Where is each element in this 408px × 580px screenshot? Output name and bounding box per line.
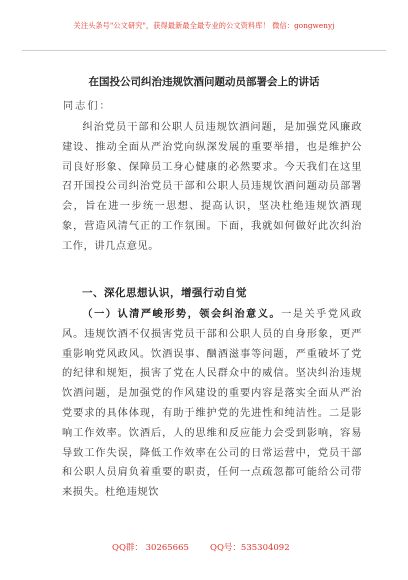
qq-contact-number: QQ号：535304092 [210,543,290,553]
section-heading-1: 一、深化思想认识，增强行动自觉 [82,287,247,299]
subsection-heading-1: （一）认清严峻形势，领会纠治意义。 [82,308,282,320]
salutation: 同志们： [63,101,112,112]
qq-group-number: QQ群： 30265665 [112,543,189,553]
document-title: 在国投公司纠治违规饮酒问题动员部署会上的讲话 [88,76,320,88]
subsection-text-1: 一是关乎党风政风。违规饮酒不仅损害党员干部和公职人员的自身形象，更严重影响党风政风。饮酒误事、酗酒滋事等问题，严重破坏了党的纪律和规矩，损害了党在人民群众中的威信。坚决纠治违规饮酒问题，是加强党的作风建设的重要内容是落实全面从严治党要求的具体体现，有助于维护党的先进性和纯洁性。二是影响工作效率。饮酒后，人的思维和反应能力会受到影响，容易导致工作失误，降低工作效率在公司的日常运营中，党员干部和公职人员肩负着重要的职责，任何一点疏忽都可能给公司带来损失。杜绝违规饮 [62,309,363,499]
promo-banner: 关注头条号"公文研究"，获得最新最全最专业的公文资料库！ 微信：gongwenyj [73,21,335,30]
subsection-paragraph-1 [62,305,362,503]
intro-paragraph: 纠治党员干部和公职人员违规饮酒问题，是加强党风廉政建设、推动全面从严治党向纵深发展的重要举措，也是维护公司良好形象、保障员工身心健康的必然要求。今天我们在这里召开国投公司纠治党员干部和公职人员违规饮酒问题动员部署会，旨在进一步统一思想、提高认识，坚决杜绝违规饮酒现象，营造风清气正的工作氛围。下面，我就如何做好此次纠治工作，讲几点意见。 [62,122,362,252]
header-divider [22,50,386,51]
